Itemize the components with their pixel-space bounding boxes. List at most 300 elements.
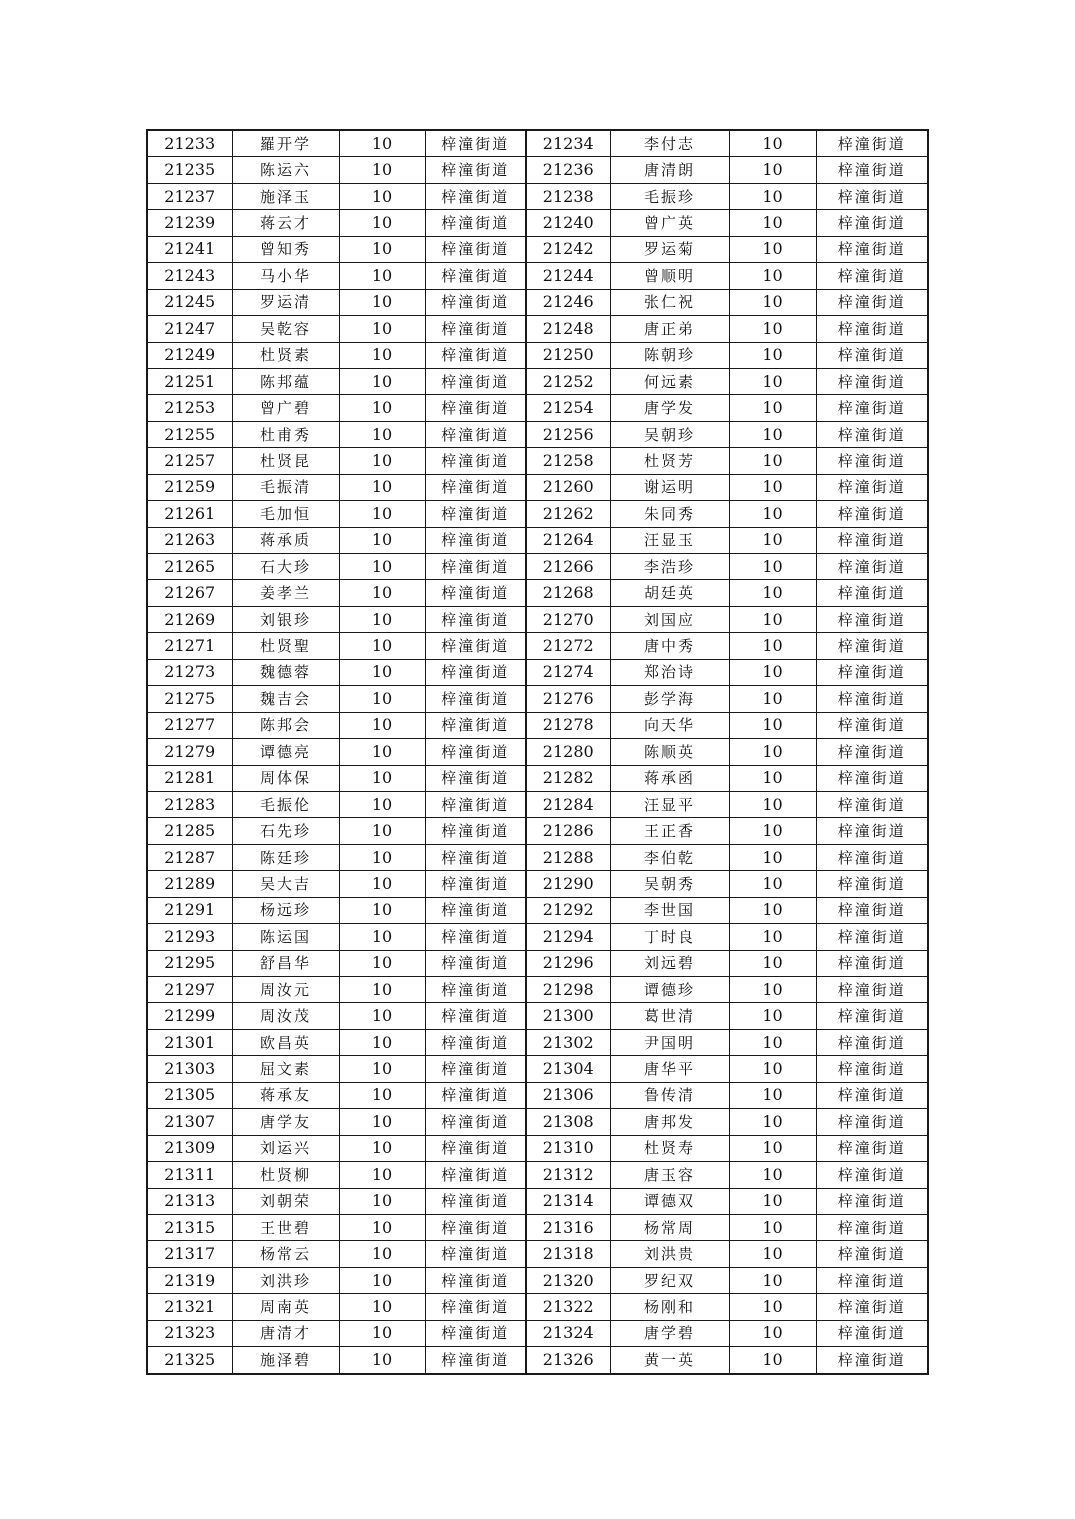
cell-name: 唐清朗 [610, 157, 729, 183]
cell-street: 梓潼街道 [816, 1267, 928, 1293]
cell-street: 梓潼街道 [816, 527, 928, 553]
cell-street: 梓潼街道 [425, 924, 526, 950]
cell-name: 姜孝兰 [232, 580, 339, 606]
cell-street: 梓潼街道 [425, 1109, 526, 1135]
cell-name: 毛加恒 [232, 501, 339, 527]
cell-name: 石先珍 [232, 818, 339, 844]
table-row [147, 263, 928, 289]
cell-street: 梓潼街道 [816, 1214, 928, 1240]
cell-street: 梓潼街道 [425, 263, 526, 289]
cell-street: 梓潼街道 [816, 686, 928, 712]
table-row [147, 157, 928, 183]
cell-serial-number: 21286 [526, 818, 610, 844]
cell-name: 陈运国 [232, 924, 339, 950]
cell-street: 梓潼街道 [425, 554, 526, 580]
cell-street: 梓潼街道 [816, 395, 928, 421]
cell-amount: 10 [729, 1003, 816, 1029]
cell-name: 施泽玉 [232, 183, 339, 209]
cell-name: 陈运六 [232, 157, 339, 183]
cell-serial-number: 21288 [526, 844, 610, 870]
cell-serial-number: 21244 [526, 263, 610, 289]
cell-serial-number: 21323 [147, 1320, 232, 1346]
cell-serial-number: 21309 [147, 1135, 232, 1161]
cell-amount: 10 [729, 289, 816, 315]
cell-amount: 10 [339, 316, 425, 342]
table-row [147, 395, 928, 421]
cell-serial-number: 21277 [147, 712, 232, 738]
cell-street: 梓潼街道 [425, 977, 526, 1003]
cell-amount: 10 [339, 210, 425, 236]
cell-street: 梓潼街道 [816, 316, 928, 342]
cell-amount: 10 [339, 686, 425, 712]
cell-amount: 10 [729, 157, 816, 183]
table-row [147, 1320, 928, 1346]
cell-serial-number: 21301 [147, 1029, 232, 1055]
cell-street: 梓潼街道 [425, 1082, 526, 1108]
cell-name: 蒋云才 [232, 210, 339, 236]
cell-amount: 10 [339, 342, 425, 368]
cell-name: 唐华平 [610, 1056, 729, 1082]
cell-name: 汪显玉 [610, 527, 729, 553]
cell-street: 梓潼街道 [816, 157, 928, 183]
cell-amount: 10 [729, 1241, 816, 1267]
cell-serial-number: 21242 [526, 236, 610, 262]
cell-amount: 10 [339, 448, 425, 474]
cell-street: 梓潼街道 [816, 791, 928, 817]
cell-serial-number: 21298 [526, 977, 610, 1003]
cell-amount: 10 [729, 818, 816, 844]
cell-name: 刘国应 [610, 606, 729, 632]
table-row [147, 1347, 928, 1374]
cell-street: 梓潼街道 [816, 977, 928, 1003]
cell-amount: 10 [339, 791, 425, 817]
table-row [147, 924, 928, 950]
cell-street: 梓潼街道 [425, 236, 526, 262]
cell-name: 马小华 [232, 263, 339, 289]
cell-street: 梓潼街道 [425, 474, 526, 500]
cell-serial-number: 21239 [147, 210, 232, 236]
cell-street: 梓潼街道 [816, 1003, 928, 1029]
cell-street: 梓潼街道 [425, 210, 526, 236]
cell-street: 梓潼街道 [425, 659, 526, 685]
cell-street: 梓潼街道 [425, 633, 526, 659]
cell-serial-number: 21295 [147, 950, 232, 976]
cell-serial-number: 21282 [526, 765, 610, 791]
table-row [147, 1082, 928, 1108]
cell-street: 梓潼街道 [425, 395, 526, 421]
cell-serial-number: 21312 [526, 1162, 610, 1188]
cell-amount: 10 [729, 210, 816, 236]
cell-name: 李浩珍 [610, 554, 729, 580]
cell-name: 吴大吉 [232, 871, 339, 897]
cell-amount: 10 [339, 1029, 425, 1055]
cell-name: 石大珍 [232, 554, 339, 580]
cell-serial-number: 21325 [147, 1347, 232, 1374]
cell-amount: 10 [729, 686, 816, 712]
cell-name: 杜甫秀 [232, 421, 339, 447]
table-row [147, 712, 928, 738]
cell-amount: 10 [729, 1214, 816, 1240]
cell-name: 杜贤芳 [610, 448, 729, 474]
cell-serial-number: 21290 [526, 871, 610, 897]
cell-name: 周南英 [232, 1294, 339, 1320]
cell-serial-number: 21307 [147, 1109, 232, 1135]
cell-amount: 10 [339, 871, 425, 897]
cell-street: 梓潼街道 [816, 1056, 928, 1082]
cell-amount: 10 [339, 950, 425, 976]
cell-name: 彭学海 [610, 686, 729, 712]
cell-amount: 10 [339, 659, 425, 685]
cell-serial-number: 21263 [147, 527, 232, 553]
cell-serial-number: 21278 [526, 712, 610, 738]
cell-serial-number: 21268 [526, 580, 610, 606]
table-row [147, 501, 928, 527]
cell-name: 丁时良 [610, 924, 729, 950]
cell-name: 王正香 [610, 818, 729, 844]
cell-serial-number: 21322 [526, 1294, 610, 1320]
cell-name: 陈顺英 [610, 739, 729, 765]
cell-street: 梓潼街道 [816, 897, 928, 923]
cell-street: 梓潼街道 [816, 236, 928, 262]
cell-serial-number: 21317 [147, 1241, 232, 1267]
cell-amount: 10 [339, 474, 425, 500]
cell-serial-number: 21319 [147, 1267, 232, 1293]
cell-serial-number: 21283 [147, 791, 232, 817]
cell-amount: 10 [339, 1320, 425, 1346]
cell-amount: 10 [729, 395, 816, 421]
cell-street: 梓潼街道 [425, 448, 526, 474]
cell-street: 梓潼街道 [816, 421, 928, 447]
cell-name: 陈廷珍 [232, 844, 339, 870]
cell-amount: 10 [729, 897, 816, 923]
cell-amount: 10 [339, 421, 425, 447]
cell-serial-number: 21293 [147, 924, 232, 950]
cell-street: 梓潼街道 [816, 818, 928, 844]
cell-amount: 10 [729, 1320, 816, 1346]
table-row [147, 1188, 928, 1214]
cell-amount: 10 [339, 606, 425, 632]
cell-street: 梓潼街道 [425, 791, 526, 817]
table-row [147, 1056, 928, 1082]
cell-amount: 10 [339, 236, 425, 262]
cell-amount: 10 [339, 130, 425, 157]
cell-name: 周体保 [232, 765, 339, 791]
table-row [147, 739, 928, 765]
cell-serial-number: 21311 [147, 1162, 232, 1188]
cell-street: 梓潼街道 [816, 1241, 928, 1267]
cell-name: 魏吉会 [232, 686, 339, 712]
cell-amount: 10 [729, 1029, 816, 1055]
cell-name: 杜贤寿 [610, 1135, 729, 1161]
cell-street: 梓潼街道 [425, 1214, 526, 1240]
cell-name: 舒昌华 [232, 950, 339, 976]
cell-amount: 10 [339, 1347, 425, 1374]
table-row [147, 871, 928, 897]
cell-amount: 10 [729, 633, 816, 659]
cell-amount: 10 [729, 606, 816, 632]
cell-amount: 10 [339, 1135, 425, 1161]
cell-serial-number: 21271 [147, 633, 232, 659]
cell-amount: 10 [729, 474, 816, 500]
cell-name: 杨远珍 [232, 897, 339, 923]
table-row [147, 1241, 928, 1267]
cell-serial-number: 21313 [147, 1188, 232, 1214]
cell-serial-number: 21279 [147, 739, 232, 765]
cell-serial-number: 21240 [526, 210, 610, 236]
cell-serial-number: 21302 [526, 1029, 610, 1055]
cell-street: 梓潼街道 [816, 342, 928, 368]
cell-street: 梓潼街道 [425, 1188, 526, 1214]
cell-street: 梓潼街道 [816, 1109, 928, 1135]
cell-street: 梓潼街道 [425, 712, 526, 738]
cell-name: 欧昌英 [232, 1029, 339, 1055]
cell-name: 毛振清 [232, 474, 339, 500]
table-row [147, 580, 928, 606]
cell-name: 葛世清 [610, 1003, 729, 1029]
roster-table [146, 129, 929, 1375]
cell-serial-number: 21261 [147, 501, 232, 527]
cell-street: 梓潼街道 [425, 844, 526, 870]
cell-street: 梓潼街道 [816, 633, 928, 659]
cell-name: 曾知秀 [232, 236, 339, 262]
cell-amount: 10 [339, 1188, 425, 1214]
cell-name: 黄一英 [610, 1347, 729, 1374]
cell-serial-number: 21272 [526, 633, 610, 659]
cell-serial-number: 21314 [526, 1188, 610, 1214]
cell-serial-number: 21245 [147, 289, 232, 315]
cell-amount: 10 [339, 554, 425, 580]
table-row [147, 1135, 928, 1161]
cell-serial-number: 21260 [526, 474, 610, 500]
cell-serial-number: 21259 [147, 474, 232, 500]
cell-amount: 10 [339, 1214, 425, 1240]
table-row [147, 1029, 928, 1055]
cell-name: 王世碧 [232, 1214, 339, 1240]
cell-street: 梓潼街道 [425, 1135, 526, 1161]
cell-street: 梓潼街道 [425, 1294, 526, 1320]
cell-amount: 10 [729, 554, 816, 580]
cell-street: 梓潼街道 [816, 924, 928, 950]
cell-street: 梓潼街道 [816, 712, 928, 738]
cell-amount: 10 [729, 527, 816, 553]
cell-street: 梓潼街道 [425, 606, 526, 632]
cell-street: 梓潼街道 [816, 183, 928, 209]
cell-street: 梓潼街道 [816, 448, 928, 474]
cell-amount: 10 [729, 263, 816, 289]
cell-serial-number: 21255 [147, 421, 232, 447]
table-row [147, 977, 928, 1003]
cell-street: 梓潼街道 [816, 844, 928, 870]
cell-name: 唐中秀 [610, 633, 729, 659]
table-row [147, 554, 928, 580]
cell-amount: 10 [339, 1294, 425, 1320]
cell-serial-number: 21237 [147, 183, 232, 209]
cell-name: 陈邦会 [232, 712, 339, 738]
cell-amount: 10 [339, 1003, 425, 1029]
cell-street: 梓潼街道 [816, 554, 928, 580]
table-row [147, 316, 928, 342]
cell-serial-number: 21275 [147, 686, 232, 712]
cell-amount: 10 [729, 1056, 816, 1082]
cell-amount: 10 [339, 897, 425, 923]
cell-name: 施泽碧 [232, 1347, 339, 1374]
cell-name: 谢运明 [610, 474, 729, 500]
cell-name: 陈朝珍 [610, 342, 729, 368]
cell-amount: 10 [729, 871, 816, 897]
cell-serial-number: 21258 [526, 448, 610, 474]
cell-serial-number: 21281 [147, 765, 232, 791]
cell-name: 羅开学 [232, 130, 339, 157]
cell-name: 唐学发 [610, 395, 729, 421]
cell-amount: 10 [339, 1241, 425, 1267]
cell-name: 蒋承质 [232, 527, 339, 553]
cell-serial-number: 21248 [526, 316, 610, 342]
cell-serial-number: 21234 [526, 130, 610, 157]
table-row [147, 1267, 928, 1293]
cell-name: 刘银珍 [232, 606, 339, 632]
cell-amount: 10 [339, 844, 425, 870]
cell-name: 杨常周 [610, 1214, 729, 1240]
table-row [147, 289, 928, 315]
cell-street: 梓潼街道 [425, 739, 526, 765]
cell-amount: 10 [729, 1267, 816, 1293]
cell-street: 梓潼街道 [816, 263, 928, 289]
table-row [147, 421, 928, 447]
cell-street: 梓潼街道 [816, 1294, 928, 1320]
cell-street: 梓潼街道 [816, 1135, 928, 1161]
cell-amount: 10 [339, 527, 425, 553]
cell-amount: 10 [729, 368, 816, 394]
cell-serial-number: 21296 [526, 950, 610, 976]
cell-serial-number: 21297 [147, 977, 232, 1003]
cell-amount: 10 [339, 1082, 425, 1108]
cell-street: 梓潼街道 [425, 1347, 526, 1374]
cell-amount: 10 [339, 263, 425, 289]
cell-name: 吴朝珍 [610, 421, 729, 447]
cell-amount: 10 [729, 765, 816, 791]
cell-street: 梓潼街道 [425, 1029, 526, 1055]
cell-amount: 10 [729, 950, 816, 976]
cell-street: 梓潼街道 [425, 818, 526, 844]
cell-serial-number: 21246 [526, 289, 610, 315]
cell-street: 梓潼街道 [816, 659, 928, 685]
table-row [147, 527, 928, 553]
cell-street: 梓潼街道 [425, 765, 526, 791]
cell-amount: 10 [339, 1162, 425, 1188]
cell-name: 杜贤昆 [232, 448, 339, 474]
cell-serial-number: 21304 [526, 1056, 610, 1082]
cell-street: 梓潼街道 [425, 1056, 526, 1082]
cell-street: 梓潼街道 [816, 950, 928, 976]
cell-serial-number: 21241 [147, 236, 232, 262]
cell-amount: 10 [339, 1109, 425, 1135]
cell-name: 汪显平 [610, 791, 729, 817]
cell-serial-number: 21284 [526, 791, 610, 817]
cell-name: 胡廷英 [610, 580, 729, 606]
cell-amount: 10 [729, 712, 816, 738]
cell-street: 梓潼街道 [425, 501, 526, 527]
cell-amount: 10 [729, 659, 816, 685]
cell-serial-number: 21235 [147, 157, 232, 183]
cell-amount: 10 [339, 739, 425, 765]
cell-amount: 10 [339, 501, 425, 527]
cell-serial-number: 21306 [526, 1082, 610, 1108]
cell-street: 梓潼街道 [816, 1347, 928, 1374]
cell-serial-number: 21238 [526, 183, 610, 209]
cell-serial-number: 21247 [147, 316, 232, 342]
cell-name: 鲁传清 [610, 1082, 729, 1108]
cell-serial-number: 21291 [147, 897, 232, 923]
cell-street: 梓潼街道 [816, 501, 928, 527]
cell-name: 唐学友 [232, 1109, 339, 1135]
cell-name: 刘朝荣 [232, 1188, 339, 1214]
cell-serial-number: 21315 [147, 1214, 232, 1240]
cell-serial-number: 21257 [147, 448, 232, 474]
cell-name: 郑治诗 [610, 659, 729, 685]
cell-street: 梓潼街道 [816, 1320, 928, 1346]
cell-amount: 10 [729, 844, 816, 870]
cell-serial-number: 21310 [526, 1135, 610, 1161]
cell-street: 梓潼街道 [425, 368, 526, 394]
cell-amount: 10 [729, 183, 816, 209]
cell-serial-number: 21316 [526, 1214, 610, 1240]
cell-serial-number: 21267 [147, 580, 232, 606]
cell-name: 朱同秀 [610, 501, 729, 527]
cell-street: 梓潼街道 [425, 527, 526, 553]
cell-serial-number: 21254 [526, 395, 610, 421]
cell-name: 陈邦蕴 [232, 368, 339, 394]
cell-amount: 10 [729, 130, 816, 157]
cell-serial-number: 21270 [526, 606, 610, 632]
cell-street: 梓潼街道 [816, 210, 928, 236]
cell-serial-number: 21249 [147, 342, 232, 368]
cell-street: 梓潼街道 [425, 183, 526, 209]
cell-name: 杜贤素 [232, 342, 339, 368]
cell-street: 梓潼街道 [816, 130, 928, 157]
table-row [147, 791, 928, 817]
cell-name: 曾广碧 [232, 395, 339, 421]
cell-serial-number: 21320 [526, 1267, 610, 1293]
cell-name: 刘洪贵 [610, 1241, 729, 1267]
cell-amount: 10 [339, 580, 425, 606]
cell-amount: 10 [339, 1267, 425, 1293]
cell-serial-number: 21233 [147, 130, 232, 157]
table-row [147, 686, 928, 712]
cell-amount: 10 [729, 1109, 816, 1135]
cell-name: 唐邦发 [610, 1109, 729, 1135]
cell-serial-number: 21250 [526, 342, 610, 368]
cell-serial-number: 21300 [526, 1003, 610, 1029]
cell-serial-number: 21266 [526, 554, 610, 580]
cell-serial-number: 21274 [526, 659, 610, 685]
cell-serial-number: 21236 [526, 157, 610, 183]
cell-amount: 10 [339, 633, 425, 659]
cell-name: 李付志 [610, 130, 729, 157]
cell-amount: 10 [729, 342, 816, 368]
table-row [147, 183, 928, 209]
cell-street: 梓潼街道 [425, 897, 526, 923]
cell-name: 周汝茂 [232, 1003, 339, 1029]
table-row [147, 368, 928, 394]
cell-serial-number: 21318 [526, 1241, 610, 1267]
table-row [147, 633, 928, 659]
cell-serial-number: 21289 [147, 871, 232, 897]
cell-name: 刘远碧 [610, 950, 729, 976]
cell-serial-number: 21256 [526, 421, 610, 447]
cell-street: 梓潼街道 [816, 1082, 928, 1108]
cell-name: 杨常云 [232, 1241, 339, 1267]
cell-serial-number: 21252 [526, 368, 610, 394]
